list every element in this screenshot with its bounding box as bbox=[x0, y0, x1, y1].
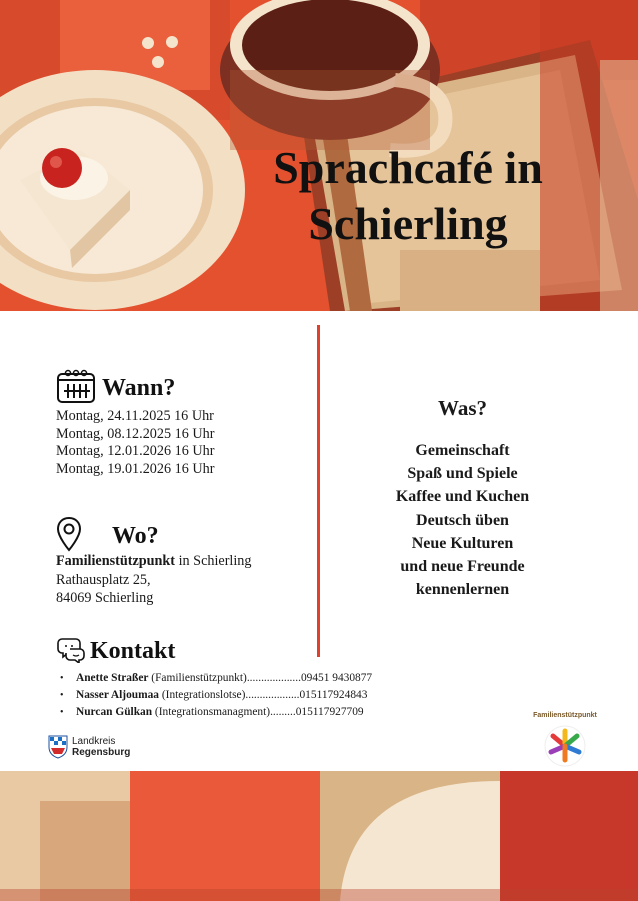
landkreis-line2: Regensburg bbox=[72, 747, 131, 758]
was-item: Gemeinschaft bbox=[415, 442, 510, 459]
contact-phone: 09451 9430877 bbox=[300, 672, 373, 684]
chat-bubbles-icon bbox=[56, 635, 86, 668]
was-section bbox=[350, 396, 575, 601]
list-item bbox=[60, 704, 372, 721]
contact-name: Nurcan Gülkan bbox=[76, 706, 153, 718]
place-suffix: in Schierling bbox=[175, 553, 252, 569]
was-item: kennenlernen bbox=[415, 581, 510, 599]
date-item: Montag, 12.01.2026 16 Uhr bbox=[56, 443, 215, 460]
fsp-logo-text: Familienstützpunkt bbox=[533, 712, 597, 719]
landkreis-line1: Landkreis bbox=[72, 736, 116, 747]
list-item bbox=[60, 687, 372, 704]
place-name: Familienstützpunkt bbox=[56, 553, 176, 569]
wo-place bbox=[56, 552, 252, 571]
wann-heading bbox=[56, 368, 175, 409]
wo-address bbox=[56, 552, 252, 608]
wo-heading bbox=[56, 516, 159, 557]
wann-date-list bbox=[56, 408, 214, 478]
hands-logo-icon bbox=[533, 712, 597, 770]
contact-dots: ......... bbox=[270, 706, 296, 718]
date-item: Montag, 24.11.2025 16 Uhr bbox=[56, 408, 214, 424]
contact-dots: ................... bbox=[245, 689, 300, 701]
page-title bbox=[248, 140, 568, 252]
date-item: Montag, 19.01.2026 16 Uhr bbox=[56, 460, 215, 477]
calendar-icon bbox=[56, 368, 96, 409]
was-title: Was? bbox=[437, 396, 487, 420]
was-item: Spaß und Spiele bbox=[407, 465, 518, 483]
date-item: Montag, 08.12.2025 16 Uhr bbox=[56, 425, 215, 442]
contact-role: (Integrationsmanagment) bbox=[152, 706, 271, 718]
title-line-2: Schierling bbox=[308, 198, 508, 249]
kontakt-list bbox=[60, 670, 372, 721]
contact-dots: ................... bbox=[246, 672, 301, 684]
landkreis-text bbox=[72, 736, 130, 758]
wo-city: 84069 Schierling bbox=[56, 590, 154, 607]
kontakt-title: Kontakt bbox=[90, 638, 176, 664]
contact-role: (Familienstützpunkt) bbox=[148, 672, 247, 684]
landkreis-regensburg-logo bbox=[48, 735, 130, 759]
contact-name: Anette Straßer bbox=[76, 672, 149, 684]
contact-role: (Integrationslotse) bbox=[159, 689, 246, 701]
contact-phone: 015117924843 bbox=[299, 689, 368, 701]
was-item: Kaffee und Kuchen bbox=[395, 488, 530, 506]
wann-title: Wann? bbox=[102, 375, 176, 401]
contact-phone: 015117927709 bbox=[295, 706, 364, 718]
was-item: Neue Kulturen bbox=[411, 534, 514, 552]
footer-shapes bbox=[0, 771, 638, 901]
was-item: und neue Freunde bbox=[400, 558, 525, 576]
kontakt-heading bbox=[56, 635, 175, 668]
list-item bbox=[60, 670, 372, 687]
coat-of-arms-icon bbox=[48, 735, 68, 759]
title-line-1: Sprachcafé in bbox=[273, 142, 543, 193]
was-item: Deutsch üben bbox=[416, 511, 509, 529]
location-pin-icon bbox=[56, 516, 82, 557]
vertical-divider bbox=[317, 325, 320, 657]
wo-title: Wo? bbox=[112, 523, 159, 549]
footer-illustration bbox=[0, 771, 638, 901]
hero-illustration bbox=[0, 0, 638, 311]
familienstuetzpunkt-logo bbox=[533, 712, 597, 770]
wo-street: Rathausplatz 25, bbox=[56, 571, 151, 588]
contact-name: Nasser Aljoumaa bbox=[76, 689, 160, 701]
